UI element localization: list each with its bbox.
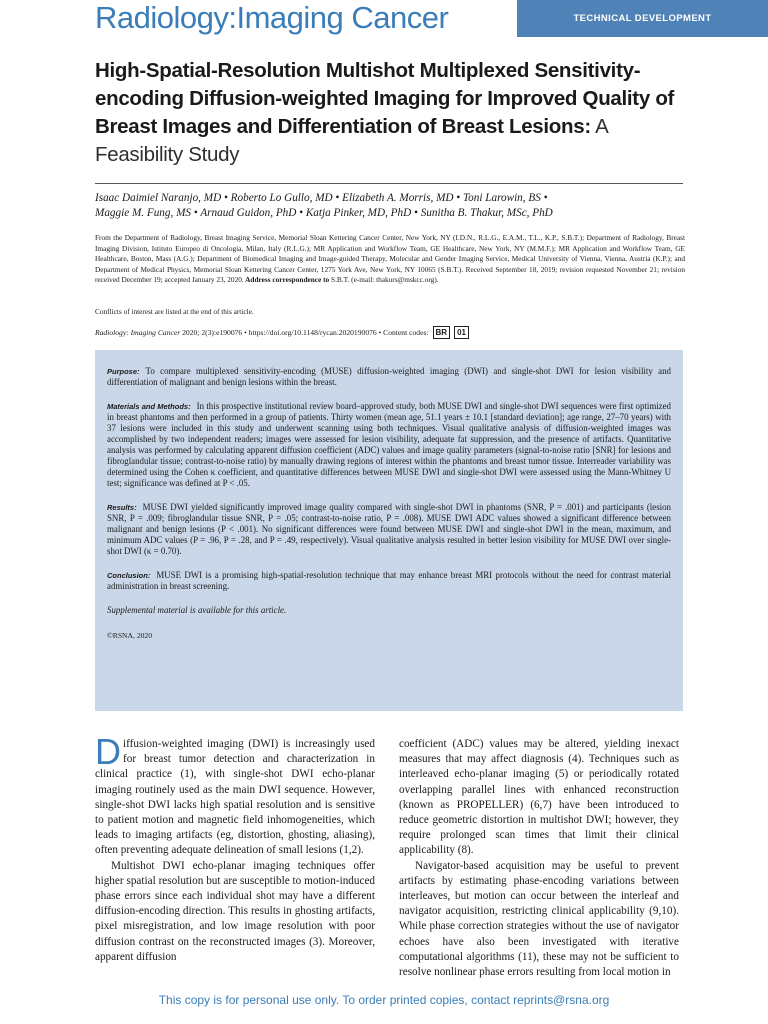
purpose-text: To compare multiplexed sensitivity-encoding (MUSE) diffusion-weighted imaging (DWI) and single-shot DWI for lesion visibility and differentiation of malignant and benign lesions within the breast. bbox=[107, 366, 671, 387]
citation-journal: Radiology: Imaging Cancer bbox=[95, 328, 181, 337]
purpose-label: Purpose: bbox=[107, 367, 140, 376]
title-divider bbox=[95, 183, 683, 184]
correspondence-label: Address correspondence to bbox=[243, 275, 330, 285]
conflicts-note: Conflicts of interest are listed at the end of this article. bbox=[95, 307, 254, 316]
methods-text: In this prospective institutional review board–approved study, both MUSE DWI and single-shot DWI sequences were first optimized in breast phantoms and then performed in a group of patients. Thirty women (mean age, 51.1 years ± 10.1 [standard deviation]; age range, 27–70 years) with 37 lesions were included in this study and underwent scanning using both techniques. Visual qualitative analysis of diffusion-weighted images was accomplished by two independent readers; images were assessed for lesion visibility, adequate fat suppression, and the presence of artifacts. Quantitative analysis was performed by calculating apparent diffusion coefficient (ADC) values and image quality parameters (signal-to-noise ratio [SNR] for lesions and fibroglandular tissue; contrast-to-noise ratio) by manually drawing regions of interest within the phantoms and breast tumor tissue. Interreader variability was determined using the Cohen κ coefficient, and quantitative differences between MUSE DWI and single-shot DWI were assessed using the Mann-Whitney U test; significance was defined at P < .05. bbox=[107, 401, 671, 488]
body-column-left bbox=[95, 731, 375, 965]
body-paragraph: coefficient (ADC) values may be altered, yielding inexact measures that may affect diagnosis (4). Techniques such as interleaved echo-planar imaging (5) or periodically rotated overlapping parallel lines with enhanced reconstruction (known as PROPELLER) (6,7) have been introduced to reduce geometric distortion in multishot DWI; however, they require prolonged scan times that limit their clinical applicability (8). bbox=[399, 738, 679, 857]
author-list bbox=[95, 191, 683, 221]
section-label: TECHNICAL DEVELOPMENT bbox=[517, 0, 768, 37]
abstract-conclusion bbox=[107, 570, 671, 592]
conclusion-text: MUSE DWI is a promising high-spatial-resolution technique that may enhance breast MRI protocols without the need for contrast material administration in breast screening. bbox=[107, 570, 671, 591]
reprint-footer[interactable]: This copy is for personal use only. To order printed copies, contact reprints@rsna.org bbox=[158, 993, 610, 1007]
body-paragraph bbox=[95, 731, 375, 859]
author-line-1: Isaac Daimiel Naranjo, MD • Roberto Lo Gullo, MD • Elizabeth A. Morris, MD • Toni Larowin, BS • bbox=[95, 192, 548, 204]
content-code-badge[interactable]: 01 bbox=[454, 326, 469, 339]
results-label: Results: bbox=[107, 503, 137, 512]
correspondence-email: S.B.T. (e-mail: thakurs@mskcc.org). bbox=[329, 275, 439, 285]
abstract-purpose bbox=[107, 366, 671, 388]
affiliations bbox=[95, 233, 685, 286]
citation-line bbox=[95, 326, 695, 339]
journal-logo bbox=[95, 0, 448, 36]
results-text: MUSE DWI yielded significantly improved image quality compared with single-shot DWI in phantoms (SNR, P = .001) and participants (lesion SNR, P = .009; fibroglandular tissue SNR, P = .05; contrast-to-noise ratio, P = .008). MUSE DWI ADC values showed a significant difference between malignant and benign lesions (P < .001). No significant differences were found between MUSE DWI and single-shot DWI in the mean, maximum, and minimum ADC values (P = .96, P = .28, and P = .49, respectively). Visual qualitative analysis resulted in better lesion visibility for MUSE DWI over single-shot DWI (κ = 0.70). bbox=[107, 502, 671, 556]
abstract-methods bbox=[107, 401, 671, 489]
article-title bbox=[95, 57, 695, 169]
body-paragraph: Navigator-based acquisition may be useful to prevent artifacts by estimating phase-encoding variations between interleaves, but motion can occur between the interleaf and navigator acquisition, restricting clinical applicability (9,10). While phase correction strategies without the use of navigator echoes have also been investigated with iterative computational algorithms (11), these may not be sufficient to resolve nonlinear phase errors resulting from local motion in bbox=[399, 859, 679, 979]
article-title-subtitle: A Feasibility Study bbox=[95, 115, 608, 166]
abstract-results bbox=[107, 502, 671, 557]
copyright: ©RSNA, 2020 bbox=[107, 631, 153, 640]
content-code-badge[interactable]: BR bbox=[433, 326, 451, 339]
journal-subtitle: Imaging Cancer bbox=[236, 0, 449, 35]
supplemental-note: Supplemental material is available for this article. bbox=[107, 605, 287, 615]
body-paragraph: Multishot DWI echo-planar imaging techniques offer higher spatial resolution but are susceptible to motion-induced phase errors since each individual shot may have a different diffusion-encoding direction. This results in ghosting artifacts, pixel misregistration, and low image resolution with poor diffusion contrast on the reconstructed images (3). Moreover, apparent diffusion bbox=[95, 859, 375, 963]
abstract-box bbox=[95, 350, 683, 711]
body-paragraph-text: iffusion-weighted imaging (DWI) is increasingly used for breast tumor detection and characterization in clinical practice (1), with single-shot DWI echo-planar imaging routinely used as the main DWI sequence. However, single-shot DWI lacks high spatial resolution and is sensitive to patient motion and magnetic field inhomogeneities, which leads to imaging artifacts (eg, distortion, ghosting, aliasing), often preventing adequate delineation of small lesions (1,2). bbox=[95, 738, 375, 857]
affiliations-text: From the Department of Radiology, Breast Imaging Service, Memorial Sloan Kettering Cancer Center, New York, NY (I.D.N., R.L.G., E.A.M., T.L., K.P., S.B.T.); Department of Radiology, Breast Imaging Division, Istituto Europeo di Oncologia, Milan, Italy (R.L.G.); MR Application and Workflow Team, GE Healthcare, New York, NY (M.M.F.); MR Application and Workflow Team, GE Healthcare, Boston, Mass (A.G.); Department of Biomedical Imaging and Image-guided Therapy, Molecular and Gender Imaging Service, Medical University of Vienna, Vienna, Austria (K.P.); and Department of Medical Physics, Memorial Sloan Kettering Cancer Center, 1275 York Ave, New York, NY 10065 (S.B.T.). Received September 18, 2019; revision requested November 21; revision received December 19; accepted January 23, 2020. bbox=[95, 233, 685, 285]
methods-label: Materials and Methods: bbox=[107, 402, 191, 411]
body-column-right bbox=[399, 737, 679, 980]
author-line-2: Maggie M. Fung, MS • Arnaud Guidon, PhD • Katja Pinker, MD, PhD • Sunitha B. Thakur, MSc, PhD bbox=[95, 207, 553, 219]
conclusion-label: Conclusion: bbox=[107, 571, 151, 580]
drop-cap: D bbox=[95, 731, 121, 772]
journal-name: Radiology bbox=[95, 0, 229, 35]
journal-separator: : bbox=[228, 0, 237, 35]
article-title-main: High-Spatial-Resolution Multishot Multiplexed Sensitivity-encoding Diffusion-weighted Imaging for Improved Quality of Breast Images and Differentiation of Breast Lesions: bbox=[95, 59, 675, 138]
citation-details: 2020; 2(3):e190076 • https://doi.org/10.1148/rycan.2020190076 • Content codes: bbox=[180, 328, 429, 337]
